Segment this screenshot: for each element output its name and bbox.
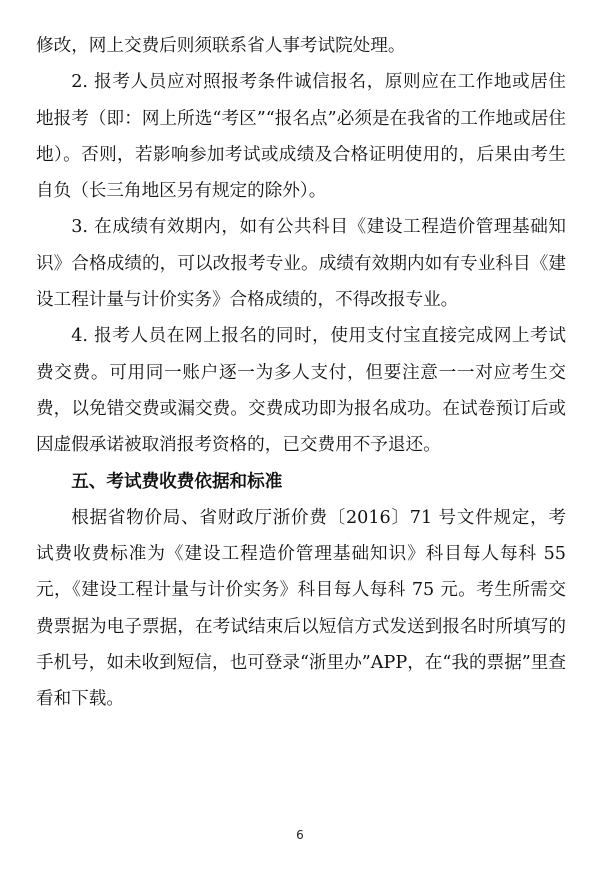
- paragraph-item-2: 2. 报考人员应对照报考条件诚信报名，原则应在工作地或居住地报考（即：网上所选“考区”“报名点”必须是在我省的工作地或居住地）。否则，若影响参加考试或成绩及合格证明使用的，后果由考生自负（长三角地区另有规定的除外）。: [36, 72, 566, 202]
- paragraph-continuation: 修改，网上交费后则须联系省人事考试院处理。: [36, 36, 406, 56]
- page-number: 6: [296, 828, 304, 842]
- document-body: [36, 28, 566, 718]
- paragraph-item-3: 3. 在成绩有效期内，如有公共科目《建设工程造价管理基础知识》合格成绩的，可以改报考专业。成绩有效期内如有专业科目《建设工程计量与计价实务》合格成绩的，不得改报专业。: [36, 217, 566, 311]
- paragraph-item-4: 4. 报考人员在网上报名的同时，使用支付宝直接完成网上考试费交费。可用同一账户逐一为多人支付，但要注意一一对应考生交费，以免错交费或漏交费。交费成功即为报名成功。在试卷预订后或因虚假承诺被取消报考资格的，已交费用不予退还。: [36, 326, 566, 456]
- section-heading-5: 五、考试费收费依据和标准: [71, 471, 283, 492]
- section-5-body: 根据省物价局、省财政厅浙价费〔2016〕71 号文件规定，考试费收费标准为《建设工程造价管理基础知识》科目每人每科 55 元，《建设工程计量与计价实务》科目每人每科 75 元。考生所需交费票据为电子票据，在考试结束后以短信方式发送到报名时所填写的手机号，如未收到短信，也可登录“浙里办”APP，在“我的票据”里查看和下载。: [36, 507, 566, 710]
